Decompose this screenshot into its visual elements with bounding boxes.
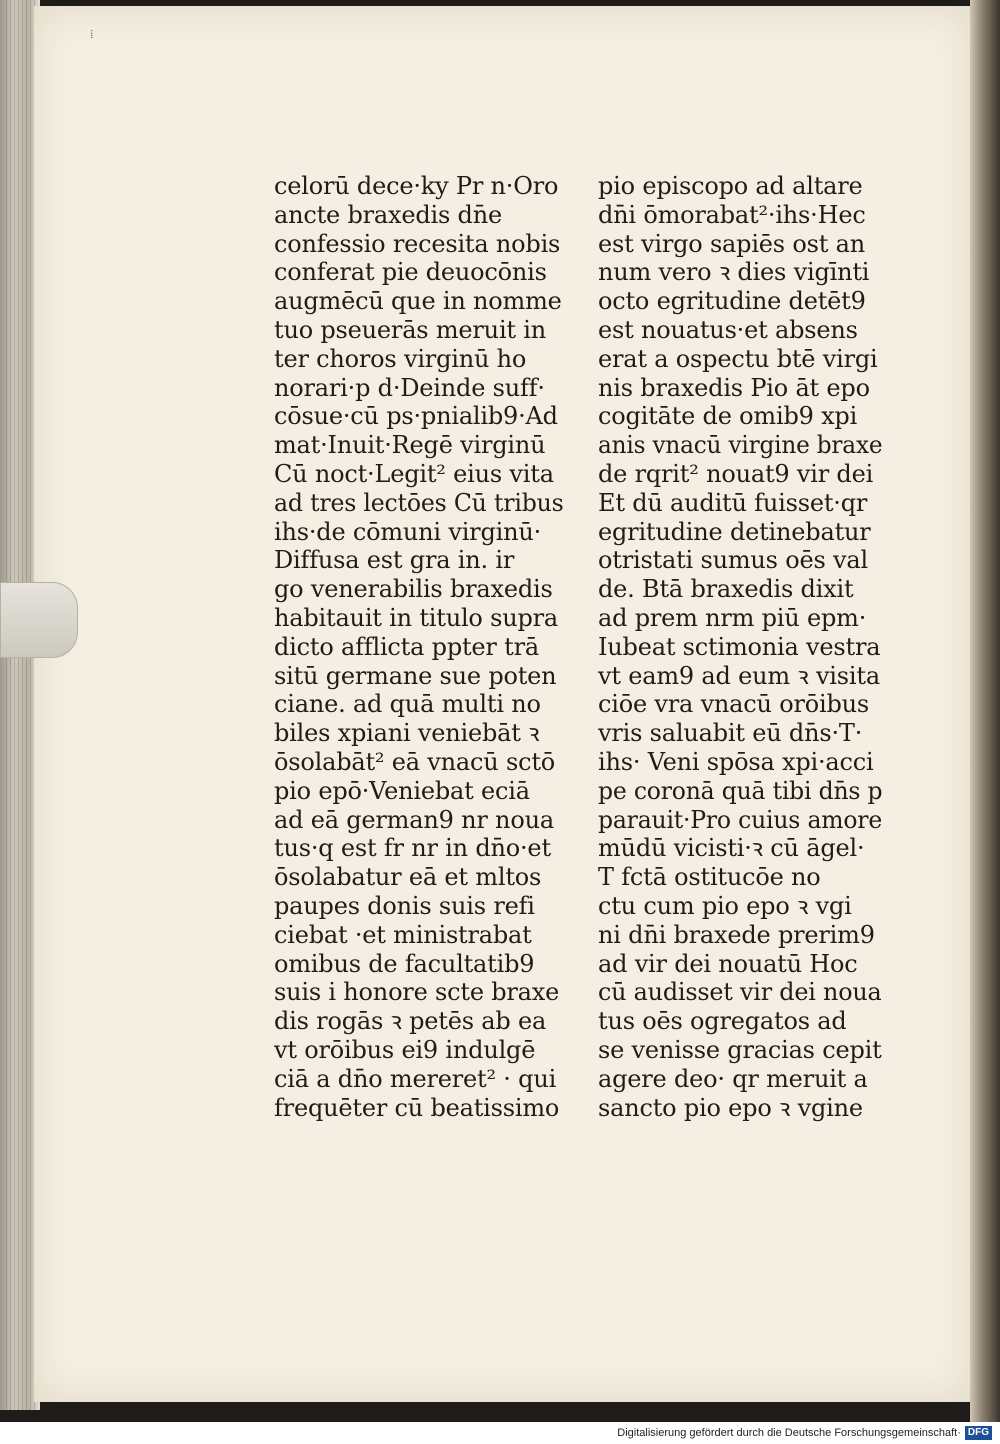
text-line: pio episcopo ad altare [598, 172, 863, 200]
text-line: Diffusa est gra in. ir [274, 546, 515, 575]
text-line: habitauit in titulo supra [274, 603, 559, 632]
text-line: egritudine detinebatur [598, 517, 871, 546]
text-line: Cū noct·Legit² eius vita [274, 459, 554, 488]
text-line: otristati sumus oēs val [598, 546, 868, 575]
page-edge-lines [6, 0, 36, 1410]
text-line: de. Btā braxedis dixit [598, 575, 854, 604]
text-line: ad eā german9 nr noua [274, 805, 554, 834]
text-line: vt eam9 ad eum ꝛ visita [598, 661, 880, 690]
text-line: cū audisset vir dei noua [598, 978, 882, 1007]
text-line: omibus de facultatib9 [274, 949, 535, 978]
text-line: agere deo· qr meruit a [598, 1064, 868, 1093]
text-line: dn̄i ōmorabat²·ihs·Hec [598, 200, 866, 229]
bookmark-tab [0, 582, 78, 658]
text-line: pio epō·Veniebat eciā [274, 776, 530, 805]
text-line: ad tres lectōes Cū tribus [274, 488, 564, 517]
text-line: Et dū auditū fuisset·qr [598, 488, 868, 517]
text-line: est virgo sapiēs ost an [598, 229, 865, 258]
digitization-footer [0, 1422, 1000, 1444]
text-line: Iubeat sctimonia vestra [598, 632, 881, 661]
text-line: mat·Inuit·Regē virginū [274, 431, 546, 460]
page-speck-mark: ⁞ [90, 27, 94, 41]
book-spine [970, 0, 1000, 1422]
text-line: octo egritudine detēt9 [598, 287, 866, 316]
text-line: go venerabilis braxedis [274, 575, 553, 604]
footer-text: Digitalisierung gefördert durch die Deutsche Forschungsgemeinschaft· [617, 1427, 961, 1439]
text-line: ōsolabatur eā et mltos [274, 863, 542, 892]
text-column-left [274, 172, 564, 1122]
text-line: mūdū vicisti·ꝛ cū āgel· [598, 834, 865, 863]
text-line: cōsue·cū ps·pnialib9·Ad [274, 402, 558, 431]
text-line: ctu cum pio epo ꝛ vgi [598, 891, 852, 920]
text-line: tus·q est fr nr in dn̄o·et [274, 834, 551, 863]
text-line: celorū dece·ky Pr n·Oro [274, 172, 559, 200]
text-line: pe coronā quā tibi dn̄s p [598, 776, 883, 805]
text-line: suis i honore scte braxe [274, 978, 560, 1007]
text-line: conferat pie deuocōnis [274, 258, 547, 287]
text-line: anis vnacū virgine braxe [598, 431, 883, 460]
text-line: de rqrit² nouat9 vir dei [598, 459, 874, 488]
text-line: sitū germane sue poten [274, 661, 557, 690]
text-line: ciebat ·et ministrabat [274, 920, 532, 949]
text-line: ihs·de cōmuni virginū· [274, 517, 542, 546]
text-line: biles xpiani veniebāt ꝛ [274, 719, 540, 748]
text-line: paupes donis suis refi [274, 891, 535, 920]
text-line: ad prem nrm piū epm· [598, 603, 867, 632]
text-line: erat a ospectu btē virgi [598, 344, 878, 373]
text-line: norari·p d·Deinde suff· [274, 373, 545, 402]
text-line: ciōe vra vnacū orōibus [598, 690, 870, 719]
text-line: vt orōibus ei9 indulgē [274, 1035, 536, 1064]
text-line: ad vir dei nouatū Hoc [598, 949, 858, 978]
text-line: ihs· Veni spōsa xpi·acci [598, 747, 874, 776]
text-line: ter choros virginū ho [274, 344, 527, 373]
dfg-logo: DFG [965, 1426, 992, 1440]
text-line: sancto pio epo ꝛ vgine [598, 1093, 863, 1122]
text-line: tus oēs ogregatos ad [598, 1007, 847, 1036]
text-line: nis braxedis Pio āt epo [598, 373, 870, 402]
text-line: ōsolabāt² eā vnacū sctō [274, 747, 556, 776]
text-line: se venisse gracias cepit [598, 1035, 882, 1064]
text-column-right [598, 172, 882, 1122]
text-line: augmēcū que in nomme [274, 287, 562, 316]
text-line: num vero ꝛ dies vigīnti [598, 258, 870, 287]
text-line: vris saluabit eū dn̄s·T· [598, 719, 863, 748]
text-line: T fctā ostitucōe no [598, 863, 821, 892]
text-line: confessio recesita nobis [274, 229, 561, 258]
text-line: dicto afflicta ppter trā [274, 632, 539, 661]
text-line: ancte braxedis dn̄e [274, 200, 502, 229]
text-line: cogitāte de omib9 xpi [598, 402, 858, 431]
text-line: ni dn̄i braxede prerim9 [598, 920, 875, 949]
text-line: ciā a dn̄o mereret² · qui [274, 1064, 557, 1093]
text-line: parauit·Pro cuius amore [598, 805, 883, 834]
text-line: tuo pseuerās meruit in [274, 315, 547, 344]
text-line: dis rogās ꝛ petēs ab ea [274, 1007, 547, 1036]
text-line: frequēter cū beatissimo [274, 1093, 560, 1122]
text-line: ciane. ad quā multi no [274, 690, 541, 719]
text-line: est nouatus·et absens [598, 315, 858, 344]
